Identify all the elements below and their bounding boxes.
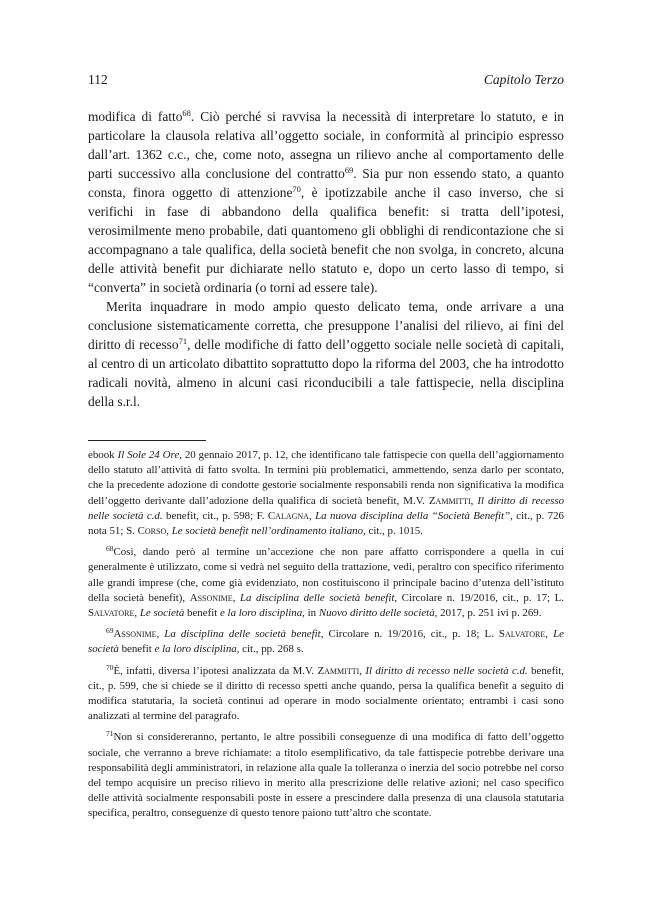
footnote-number: 69	[106, 626, 114, 636]
footnote-69: $^{69}$Assonime, La disciplina delle società benefit, Circolare n. 19/2016, cit., p. 18; L. Salvatore, Le società benefit e la loro disciplina, cit., pp. 268 s.	[88, 626, 564, 656]
footnote-separator	[88, 440, 206, 441]
footnote-continuation: ebook Il Sole 24 Ore, 20 gennaio 2017, p. 12, che identificano tale fattispecie con quella dell’aggiornamento dello statuto all’attività di fatto svolta. In termini più problematici, ammettendo, senza darlo per scontato, che la precedente adozione di condotte gestorie socialmente responsabili renda non significativa la modifica dell’oggetto derivante dall’adozione della qualifica di società benefit, M.V. Zammitti, Il diritto di recesso nelle società c.d. benefit, cit., p. 598; F. Calagna, La nuova disciplina della “Società Benefit”, cit., p. 726 nota 51; S. Corso, Le società benefit nell’ordinamento italiano, cit., p. 1015.	[88, 449, 565, 538]
footnote-number: 68	[106, 544, 114, 554]
footnote-ref-71[interactable]: 71	[178, 336, 188, 346]
page-header	[88, 72, 564, 92]
main-text	[88, 107, 564, 411]
footnote-number: 71	[106, 729, 114, 739]
body-paragraph-2: Merita inquadrare in modo ampio questo delicato tema, onde arrivare a una conclusione sistematicamente corretta, che presuppone l’analisi del rilievo, ai fini del diritto di recesso$^{71}$, delle modifiche di fatto dell’oggetto sociale nelle società di capitali, al centro di un articolato dibattito soprattutto dopo la riforma del 2003, che ha introdotto radicali novità, almeno in alcuni casi riconducibili a tale fattispecie, nella disciplina della s.r.l.	[88, 299, 565, 409]
footnote-68: $^{68}$Così, dando però al termine un’accezione che non pare affatto corrispondere a quella in cui generalmente è utilizzato, come si vedrà nel seguito della trattazione, vedi, peraltro con specifico riferimento alle grandi imprese (che, come già evidenziato, non costituiscono il principale bacino d’utenza dell’istituto della società benefit), Assonime, La disciplina delle società benefit, Circolare n. 19/2016, cit., p. 17; L. Salvatore, Le società benefit e la loro disciplina, in Nuovo diritto delle società, 2017, p. 251 ivi p. 269.	[88, 544, 564, 620]
footnote-ref-69[interactable]: 69	[344, 165, 354, 175]
running-head: Capitolo Terzo	[483, 72, 564, 87]
footnote-ref-70[interactable]: 70	[292, 184, 301, 194]
footnotes	[88, 448, 564, 822]
footnote-ref-68[interactable]: 68	[182, 108, 191, 118]
page-number: 112	[88, 72, 108, 87]
body-paragraph-1: modifica di fatto$^{68}$. Ciò perché si ravvisa la necessità di interpretare lo statuto, e in particolare la clausola relativa all’oggetto sociale, in conformità al principio espresso dall’art. 1362 c.c., che, come noto, assegna un rilievo anche al comportamento delle parti successivo alla conclusione del contratto$^{69}$. Sia pur non essendo stato, a quanto consta, finora oggetto di attenzione$^{70}$, è ipotizzabile anche il caso inverso, che si verifichi in fase di abbandono della qualifica benefit: si tratta dell’ipotesi, verosimilmente meno probabile, dati quantomeno gli obblighi di rendicontazione che si accompagnano a tale qualifica, della società benefit che non svolga, in concreto, alcuna delle attività benefit pur dichiarate nello statuto e, dopo un certo lasso di tempo, si “converta” in società ordinaria (o torni ad essere tale).	[88, 108, 565, 295]
footnote-number: 70	[106, 662, 114, 672]
footnote-71: $^{71}$Non si considereranno, pertanto, le altre possibili conseguenze di una modifica di fatto dell’oggetto sociale, che verranno a breve richiamate: a titolo esemplificativo, da tale fattispecie potrebbe derivare una responsabilità degli amministratori, in relazione alla quale la tolleranza o inerzia del socio potrebbe nel corso del tempo acquisire un preciso rilievo in merito alla prescrizione delle relative azioni; nel caso specifico delle attività socialmente responsabili poste in essere a prescindere dalla presenza di una clausola statutaria specifica, peraltro, conseguenze di questo tenore paiono tutt’altro che scontate.	[88, 729, 564, 820]
footnote-70: $^{70}$È, infatti, diversa l’ipotesi analizzata da M.V. Zammitti, Il diritto di recesso nelle società c.d. benefit, cit., p. 599, che si chiede se il diritto di recesso spetti anche quando, persa la qualifica benefit a seguito di modifica statutaria, la società continui ad operare in modo socialmente orientato; entrambi i casi sono analizzati al termine del paragrafo.	[88, 662, 564, 723]
